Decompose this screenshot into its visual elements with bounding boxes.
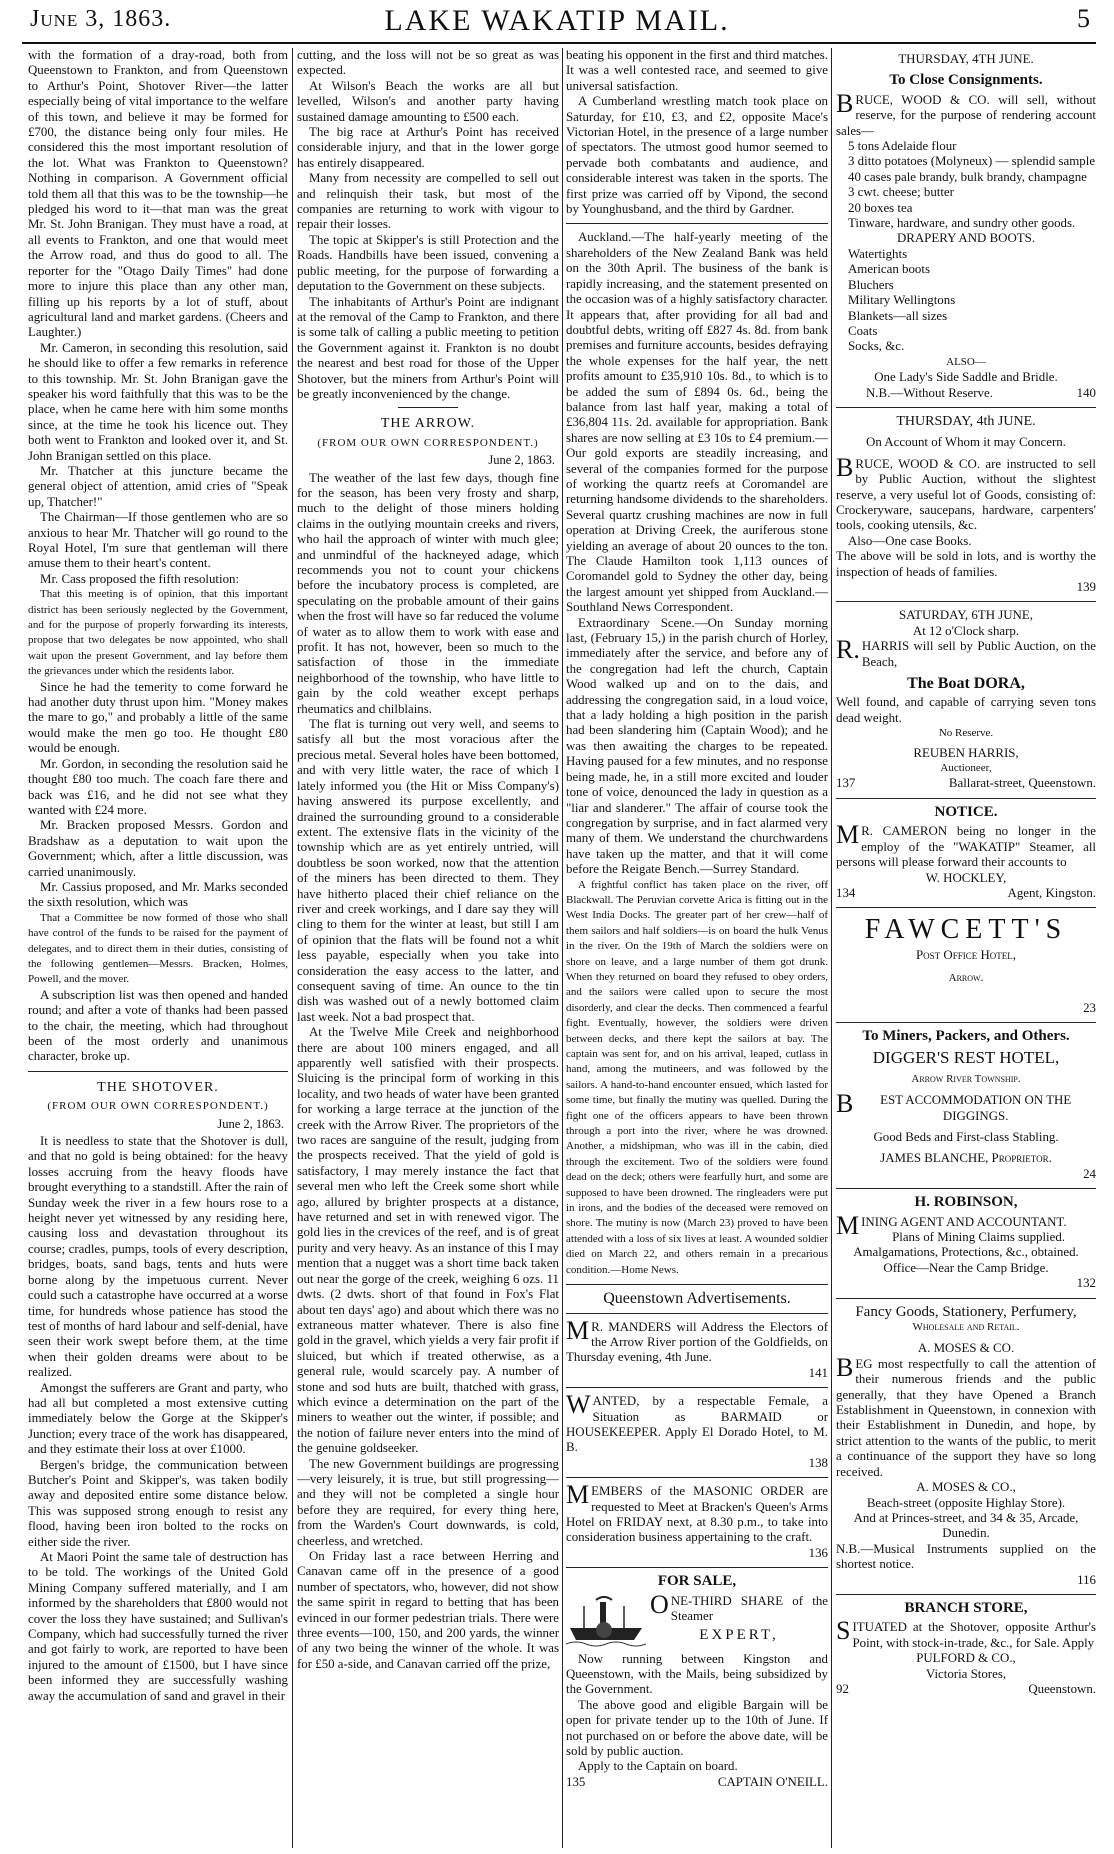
advertisement <box>836 805 1096 901</box>
ad-item: 3 cwt. cheese; butter <box>848 185 954 200</box>
article-paragraph: Mr. Cass proposed the fifth resolution: <box>40 571 240 586</box>
masthead: LAKE WAKATIP MAIL. <box>384 4 730 37</box>
page-header <box>0 0 1114 42</box>
article-paragraph: At Wilson's Beach the works are all but levelled, Wilson's and another party having sustained damage amounting to £500 each. <box>297 78 559 124</box>
ad-item: 5 tons Adelaide flour <box>848 139 957 154</box>
ad-item: Military Wellingtons <box>848 293 956 308</box>
ad-headline: FOR SALE, <box>657 1573 737 1590</box>
ad-rule <box>566 1567 828 1568</box>
section-dateline: June 2, 1863. <box>488 453 555 468</box>
ad-role: Auctioneer, <box>940 762 992 775</box>
ad-item: One Lady's Side Saddle and Bridle. <box>874 370 1058 385</box>
column-3 <box>566 48 828 1848</box>
ad-number: 24 <box>1083 1166 1096 1181</box>
column-4 <box>836 48 1096 1848</box>
ad-body: Now running between Kingston and Queenstown, with the Mails, being subsidized by the Government. <box>566 1651 828 1697</box>
ad-time: At 12 o'Clock sharp. <box>912 623 1020 638</box>
ad-subhead: DRAPERY AND BOOTS. <box>896 231 1036 246</box>
section-rule <box>28 1071 288 1072</box>
advertisement <box>836 1601 1096 1697</box>
ad-signature: REUBEN HARRIS, <box>913 745 1019 760</box>
ad-note: N.B.—Musical Instruments supplied on the shortest notice. <box>836 1541 1096 1572</box>
ad-date: SATURDAY, 6TH JUNE, <box>899 608 1033 623</box>
ad-body: The above good and eligible Bargain will be open for private tender up to the 10th of June. If not purchased on or before the above date, will be sold by public auction. <box>566 1697 828 1759</box>
ad-body: BEG most respectfully to call the attention of their numerous friends and the public generally, that they have Opened a Branch Establishment in Queenstown, in connexion with their Establishment in Dunedin, and hope, by strict attention to the wants of the public, to merit a continuance of the support they have so long received. <box>836 1352 1096 1479</box>
ads-section-title: Queenstown Advertisements. <box>603 1290 791 1308</box>
ad-body: WANTED, by a respectable Female, a Situation as BARMAID or HOUSEKEEPER. Apply El Dorado Hotel, to M. B. <box>566 1390 828 1455</box>
ad-rule <box>836 1188 1096 1189</box>
ad-item: American boots <box>848 262 930 277</box>
article-paragraph: Mr. Bracken proposed Messrs. Gordon and Bradshaw as a deputation to wait upon the Government; which, after a little discussion, was carried unanimously. <box>28 818 288 879</box>
article-paragraph: beating his opponent in the first and third matches. It was a well contested race, and seemed to give universal satisfaction. <box>566 48 828 93</box>
section-dateline: June 2, 1863. <box>217 1116 284 1131</box>
article-paragraph: Since he had the temerity to come forward he had another duty thrust upon him. "Money makes the mare to go," and probably a little of the same would make the men go too. He thought £80 would be enough. <box>28 679 288 756</box>
ad-rule <box>836 907 1096 908</box>
ad-number: 23 <box>1083 1000 1096 1015</box>
advertisement <box>836 1305 1096 1588</box>
column-divider <box>292 48 293 1848</box>
ad-number: 134 <box>836 885 856 900</box>
advertisement <box>836 1029 1096 1182</box>
resolution-text: That a Committee be now formed of those who shall have control of the funds to be raised for the payment of delegates, and to direct them in their duties, consisting of the following gentlemen—Messrs. Bracken, Holmes, Powell, and the mover. <box>28 911 288 986</box>
ad-headline: To Miners, Packers, and Others. <box>862 1027 1070 1044</box>
ad-body: ONE-THIRD SHARE of the Steamer <box>650 1589 828 1623</box>
column-divider <box>562 48 563 1848</box>
advertisement <box>836 52 1096 401</box>
issue-date: June 3, 1863. <box>30 6 172 32</box>
advertisement <box>566 1315 828 1382</box>
ad-rule <box>836 601 1096 602</box>
article-paragraph: Extraordinary Scene.—On Sunday morning last, (February 15,) in the parish church of Horley, immediately after the service, and before any of the congregation had left the church, Captain Wood walked up and on to the dais, and addressing the congregation said, in a loud voice, that a lady holding a high position in the parish had been slandering him (Captain Wood); and he was then awaiting the charges to be repeated. Having paused for a few minutes, and no response being made, he, in a still more excited and louder tone of voice, denounced the lady in question as a "liar and slanderer." The affair of course took the congregation by surprise, and in fact alarmed very many of them. We understand the churchwardens have taken up the matter, and that it will come before the Reigate Bench.—Surrey Standard. <box>566 615 828 877</box>
ad-body: SITUATED at the Shotover, opposite Arthur's Point, with stock-in-trade, &c., for Sale. Apply <box>836 1616 1096 1650</box>
ad-rule <box>566 1477 828 1478</box>
section-subtitle: (FROM OUR OWN CORRESPONDENT.) <box>317 436 539 449</box>
ad-number: 140 <box>1076 385 1096 400</box>
article-paragraph: The inhabitants of Arthur's Point are indignant at the removal of the Camp to Frankton, and there is some talk of calling a public meeting to petition the Government against it. Frankton is no doubt the nearest and best road for those of the Upper Shotover, but the miners from Arthur's Point will be greatly inconvenienced by the change. <box>297 294 559 401</box>
ad-number: 116 <box>1077 1572 1096 1587</box>
article-paragraph: cutting, and the loss will not be so great as was expected. <box>297 48 559 78</box>
advertisement <box>836 608 1096 791</box>
section-rule <box>566 1284 828 1285</box>
article-paragraph: Mr. Gordon, in seconding the resolution said he thought £80 too much. The coach fare there and back was £16, and he did not see what they wanted with £24 more. <box>28 756 288 817</box>
article-paragraph: with the formation of a dray-road, both from Queenstown to Frankton, and from Queenstown to Arthur's Point, Shotover River—the latter especially being of vital importance to the welfare of this town, and believe it may be formed for £700, the distance being only four miles. He considered this the most important resolution of the lot. What was Frankton to Queenstown? Nothing in comparison. A Government official told them all that this was to be the township—he pledged his word to it—that man was the great Mr. St. John Branigan. They must have a road, at all events to Frankton, and one that would meet the Arrow road, and thus do good to all. The reporter for the "Otago Daily Times" had done more to injure this place than any other man, filling up his reports by a lot of stuff, about agricultural land and market gardens. (Cheers and Laughter.) <box>28 48 288 340</box>
ad-rule <box>836 1594 1096 1595</box>
ad-body: MEMBERS of the MASONIC ORDER are requested to Meet at Bracken's Queen's Arms Hotel on FRIDAY next, at 8.30 p.m., to take into consideration business appertaining to the craft. <box>566 1480 828 1545</box>
ad-name: DIGGER'S REST HOTEL, <box>872 1048 1060 1068</box>
ad-note: N.B.—Without Reserve. <box>866 385 993 400</box>
ad-number: 135 <box>566 1774 586 1789</box>
ad-signature: A. MOSES & CO., <box>916 1480 1016 1495</box>
ad-address: And at Princes-street, and 34 & 35, Arcade, Dunedin. <box>853 1510 1079 1541</box>
article-paragraph: Amongst the sufferers are Grant and party, who had all but completed a most extensive cutting immediately below the Gorge at the Skipper's Junction; every trace of the work has disappeared, and they estimate their loss at over £1000. <box>28 1380 288 1457</box>
ad-headline: FAWCETT'S <box>864 914 1068 946</box>
article-paragraph: The flat is turning out very well, and seems to satisfy all but the most voracious after the precious metal. Several holes have been bottomed, and with very little water, the race of which I lately informed you (the Hit or Miss Company's) having answered its purpose excellently, and drained the surrounding ground to a considerable extent. The extensive flats in the vicinity of the township which are as yet entirely untried, will doubtless be soon worked, now that the attention of the miners has been directed to them. They have hitherto placed their chief reliance on the river and creek workings, and I dare say they will cling to them for the winter at least, but still I am of opinion that the flats will be found not a whit less payable, especially when you take into consideration the easy access to the latter, and consequent saving of time. An ounce to the tin dish was washed out of a newly bottomed claim last week. Not a bad prospect that. <box>297 717 559 1024</box>
ad-item: Blankets—all sizes <box>848 308 948 323</box>
article-paragraph: The big race at Arthur's Point has received considerable injury, and that in the lower gorge has entirely disappeared. <box>297 125 559 170</box>
advertisement <box>566 1390 828 1471</box>
ad-headline: NOTICE. <box>934 803 998 820</box>
article-paragraph: A frightful conflict has taken place on the river, off Blackwall. The Peruvian corvette Arica is fitting out in the West India Docks. The greater part of her crew—half of them sailors and half soldiers—is on board the hulk Venus in the river. On the 19th of March the soldiers were on shore on leave, and a large number of them got drunk. When they returned on board they refused to obey orders, and the sailors were called upon to secure the most disorderly, and clear the decks. Then commenced a fearful fight. Eventually, however, the soldiers were driven between decks, and there kept the sailors at bay. The captain was sent for, and on his arrival, leaped, cutlass in hand, among the mutineers, and was followed by the sailors. A hand-to-hand encounter ensued, which lasted for some time, but finally the mutiny was quelled. During the fight one of the officers appears to have been thrown through a port into the river, where he was drowned. Another, a midshipman, who was ill in the cabin, died through the excitement. Two of the soldiers were found dead on the deck; others were fearfully hurt, and some are supposed to have been drowned. The ringleaders were put in irons, and the bodies of the deceased were removed on shore. The mutiny is now (March 23) proved to have been attended with a loss of six lives at least. A wounded soldier died on March 22, and others remain in a precarious condition.—Home News. <box>566 878 828 1276</box>
ad-number: 141 <box>808 1365 828 1380</box>
ad-body: BRUCE, WOOD & CO. are instructed to sell by Public Auction, without the slightest reserve, a very useful lot of Goods, consisting of: Crockeryware, saucepans, hardware, carpenters' tools, cooking utensils, &c. <box>836 452 1096 533</box>
ad-headline: The Boat DORA, <box>907 675 1025 693</box>
ad-item: Socks, &c. <box>848 339 905 354</box>
ad-number: 139 <box>1076 580 1096 594</box>
ad-body: Good Beds and First-class Stabling. <box>873 1129 1059 1144</box>
ad-address: Victoria Stores, <box>925 1666 1007 1681</box>
ad-number: 136 <box>808 1545 828 1560</box>
article-paragraph: The new Government buildings are progressing—very leisurely, it is true, but still progressing—and they will not be completed a single hour before they are required, for every thing here, from the Warden's Court downwards, is cold, cheerless, and wretched. <box>297 1456 559 1548</box>
resolution-text: That this meeting is of opinion, that this important district has been seriously neglected by the Government, and for the purpose of properly forwarding its interests, propose that two delegates be now appointed, who shall wait upon the present Government, and lay before them the grievances under which the residents labor. <box>28 588 288 678</box>
ad-headline: To Close Consignments. <box>889 72 1043 89</box>
ad-item: 20 boxes tea <box>848 200 913 215</box>
article-paragraph: Many from necessity are compelled to sell out and relinquish their task, but most of the companies are returning to work with vigour to repair their losses. <box>297 171 559 232</box>
ad-item: Tinware, hardware, and sundry other goods. <box>848 216 1076 231</box>
ad-place: Arrow. <box>948 972 984 985</box>
article-paragraph: On Friday last a race between Herring and Canavan came off in the presence of a good number of spectators, who, however, did not show the same spirit in regard to betting that has been evinced in our former pedestrian trials. There were three events—100, 150, and 200 yards, the winner of any two being the winner of the whole. It was for £50 a-side, and Canavan carried off the prize, <box>297 1549 559 1671</box>
advertisement <box>566 1480 828 1561</box>
column-divider <box>831 48 832 1848</box>
ad-place: Arrow River Township. <box>911 1072 1021 1085</box>
ad-item: Watertights <box>848 246 908 261</box>
advertisement <box>836 414 1096 595</box>
section-rule <box>566 223 828 224</box>
ad-body: MR. MANDERS will Address the Electors of the Arrow River portion of the Goldfields, on Thursday evening, 4th June. <box>566 1315 828 1365</box>
article-paragraph: Bergen's bridge, the communication between Butcher's Point and Skipper's, was taken bodily away and deposited entire some distance below. This was supposed strong enough to resist any flood, having been iron bolted to the rocks on either side the river. <box>28 1457 288 1549</box>
column-1 <box>28 48 288 1848</box>
article-paragraph: The topic at Skipper's is still Protection and the Roads. Handbills have been issued, convening a public meeting, for the purpose of forwarding a deputation to the Government on these subjects. <box>297 232 559 294</box>
steamer-icon <box>566 1596 646 1652</box>
ad-note: No Reserve. <box>938 727 994 740</box>
ad-body: Plans of Mining Claims supplied. Amalgamations, Protections, &c., obtained. Office—Near the Camp Bridge. <box>853 1230 1079 1275</box>
ad-body: Well found, and capable of carrying seven tons dead weight. <box>836 695 1096 725</box>
section-rule <box>398 407 458 408</box>
article-paragraph: A Cumberland wrestling match took place on Saturday, for £10, £3, and £2, opposite Mace's Victorian Hotel, in the presence of a large number of spectators. The utmost good humor seemed to pervade both combatants and audience, and considerable interest was taken in the sports. The first prize was carried off by Vipond, the second by Younghusband, and the third by Gardner. <box>566 94 828 217</box>
ad-name: A. MOSES & CO. <box>917 1341 1015 1356</box>
ad-signature: JAMES BLANCHE, Proprietor. <box>880 1151 1052 1166</box>
article-paragraph: A subscription list was then opened and handed round; and after a vote of thanks had been passed to the chair, the meeting, which had throughout been of the most orderly and unanimous character, broke up. <box>28 987 288 1064</box>
ad-signature: CAPTAIN O'NEILL. <box>717 1774 828 1789</box>
article-paragraph: At the Twelve Mile Creek and neighborhood there are about 100 miners engaged, and all apparently well satisfied with their prospects. Sluicing is the principal form of working in this locality, and two heads of water have been granted for working a large terrace at the junction of the creek with the Arrow River. The proprietors of the two races are sanguine of the result, judging from the prospects received. That the yield of gold is satisfactory, I may merely instance the fact that several men who left the Creek some short while ago, allured by brighter prospects at a distance, have returned and set in with renewed vigor. The gold lies in the crevices of the reef, and is of great purity and very heavy. As an instance of this I may mention that a nugget was a short time back taken out near the gorge of the creek, weighing 6 ozs. 11 dwts. (2 dwts. short of that found in Fox's Flat about ten days' ago) and about which there was no extraneous matter whatever. There is also fine gold in the gravel, which yields a very fair profit if sluiced, but which if treated otherwise, as a general rule, would scarcely pay. A number of stone and sod huts are built, thatched with grass, which evince a determination on the part of the miners to weather out the winter, if possible; and the notion of failure never enters into the mind of the genuine goldseeker. <box>297 1025 559 1456</box>
ad-also: ALSO— <box>946 355 986 368</box>
ad-body: Apply to the Captain on board. <box>578 1759 738 1774</box>
ad-subhead: Wholesale and Retail. <box>912 1321 1020 1334</box>
ship-name: EXPERT, <box>699 1627 779 1644</box>
ad-place: Queenstown. <box>1028 1681 1096 1696</box>
ad-body: BEST ACCOMMODATION ON THE DIGGINGS. <box>836 1089 1072 1123</box>
ad-body: MR. CAMERON being no longer in the employ of the "WAKATIP" Steamer, all persons will please forward their accounts to <box>836 820 1096 870</box>
advertisement-for-sale <box>566 1574 828 1790</box>
ad-item: 40 cases pale brandy, bulk brandy, champagne <box>848 169 1087 184</box>
ad-role: Agent, Kingston. <box>1007 885 1096 900</box>
ad-address: Beach-street (opposite Highlay Store). <box>866 1495 1066 1510</box>
article-paragraph: The weather of the last few days, though fine for the season, has been very frosty and sharp, much to the delight of those miners holding claims in the outlying mountain creeks and rivers, who hail the approach of winter with much glee; and unmindful of the hackneyed adage, which recommends you not to count your chickens before the incubatory process is completed, are speculating on the probable amount of their gains when the frost will have so far reduced the volume of water as to allow them to work with ease and profit. It has not, however, been so much to the satisfaction of those in the immediate neighborhood of the township, who have little to gain by the cold weather except perhaps rheumatics and chilblains. <box>297 470 559 716</box>
ad-body: R.HARRIS will sell by Public Auction, on the Beach, <box>836 635 1096 669</box>
ad-headline: Fancy Goods, Stationery, Perfumery, <box>855 1303 1077 1320</box>
ad-item: Coats <box>848 323 878 338</box>
section-title: THE SHOTOVER. <box>97 1079 219 1095</box>
advertisement <box>836 914 1096 1016</box>
article-paragraph: Auckland.—The half-yearly meeting of the shareholders of the New Zealand Bank was held on the 30th April. The business of the bank is rapidly increasing, and the statement presented on the occasion was of a highly satisfactory character. It appears that, after providing for all bad and doubtful debts, writing off £827 4s. 8d. from bank premises and furniture accounts, besides defraying the whole expenses for the half year, the nett profits amount to £35,910 10s. 8d., to which is to be added the sum of £894 0s. 6d., being the balance from last half year, making a total of £36,804 11s. 2d. available for appropriation. Bank shares are now selling at £3 10s to £4 premium.—Our gold exports are steadily increasing, and several of the companies formed for the purpose of working the quartz reefs at Coromandel are returning handsome dividends to the shareholders. Several quartz crushing machines are now in full operation at Driving Creek, the auriferous stone yielding an average of about 20 ounces to the ton. The Claude Hamilton took 1,113 ounces of Coromandel gold to Sydney the other day, being the largest amount yet shipped from Auckland.—Southland News Correspondent. <box>566 230 828 615</box>
ad-rule <box>836 407 1096 408</box>
ad-number: 132 <box>1076 1276 1096 1291</box>
ad-rule <box>836 1022 1096 1023</box>
ad-rule <box>566 1387 828 1388</box>
article-paragraph: The Chairman—If those gentlemen who are so anxious to hear Mr. Thatcher will go round to the Royal Hotel, I'm sure that gentleman will there amuse them to their heart's content. <box>28 510 288 571</box>
section-subtitle: (FROM OUR OWN CORRESPONDENT.) <box>47 1100 269 1113</box>
ad-body: BRUCE, WOOD & CO. will sell, without reserve, for the purpose of rendering account sales— <box>836 88 1096 138</box>
ad-body: MINING AGENT AND ACCOUNTANT. <box>836 1210 1067 1240</box>
ad-rule <box>836 1298 1096 1299</box>
ad-subhead: On Account of Whom it may Concern. <box>866 435 1066 450</box>
ad-signature: PULFORD & CO., <box>916 1651 1016 1666</box>
ad-signature: W. HOCKLEY, <box>925 870 1007 885</box>
ad-subhead: Post Office Hotel, <box>916 947 1016 962</box>
ad-headline: H. ROBINSON, <box>914 1194 1018 1211</box>
article-paragraph: Mr. Cassius proposed, and Mr. Marks seconded the sixth resolution, which was <box>28 879 288 910</box>
article-paragraph: Mr. Thatcher at this juncture became the general object of attention, amid cries of "Speak up, Thatcher!" <box>28 463 288 509</box>
ad-also: Also—One case Books. <box>848 533 972 548</box>
ad-date: THURSDAY, 4TH JUNE. <box>898 52 1034 66</box>
ad-item: Bluchers <box>848 277 894 292</box>
ad-date: THURSDAY, 4th JUNE. <box>896 413 1036 429</box>
section-rule <box>566 1313 828 1314</box>
ad-number: 138 <box>808 1455 828 1470</box>
ad-body: The above will be sold in lots, and is worthy the inspection of heads of families. <box>836 549 1096 579</box>
column-2 <box>297 48 559 1848</box>
article-paragraph: It is needless to state that the Shotover is dull, and that no gold is being obtained: for the heavy losses accruing from the heavy floods have brought everything to a standstill. After the rain of Sunday week the river in a few hours rose to a height never yet witnessed by any residing here, causing loss and devastation throughout its course; cradles, pumps, tools of every description, bridges, boats, sand bags, tents and huts were borne along by the impetuous current. Never could such a catastrophe have occurred at a worse time, for hundreds whose patience has stood the test of months of hard labour and self-denial, have seen their work swept before them, at the time when their golden dreams were about to be realized. <box>28 1134 288 1380</box>
ad-headline: BRANCH STORE, <box>904 1599 1028 1616</box>
ad-number: 92 <box>836 1681 849 1696</box>
section-title: THE ARROW. <box>380 416 476 432</box>
article-paragraph: Mr. Cameron, in seconding this resolution, said he should like to offer a few remarks in reference to this township. Mr. St. John Branigan gave the speaker his word faithfully that this was to be the place, when he came here with him some months since, at the time he took his licence out. They both went to Frankton and looked over it, and St. John Branigan settled on this place. <box>28 340 288 463</box>
page-number: 5 <box>1077 4 1090 33</box>
article-paragraph: At Maori Point the same tale of destruction has to be told. The workings of the United Gold Mining Company suffered materially, and I am informed by the shareholders that £800 would not cover the loss they have sustained; and Sullivan's Company, which had successfully turned the river and got fairly to work, are reported to have been injured to the amount of £1500, but I have since been informed they are successfully washing away the accumulation of sand and gravel in their <box>28 1550 288 1703</box>
ad-number: 137 <box>836 776 856 791</box>
ad-rule <box>836 798 1096 799</box>
advertisement <box>836 1195 1096 1291</box>
header-rule <box>22 42 1096 44</box>
ad-address: Ballarat-street, Queenstown. <box>948 776 1096 791</box>
ad-item: 3 ditto potatoes (Molyneux) — splendid sample <box>848 154 1096 169</box>
